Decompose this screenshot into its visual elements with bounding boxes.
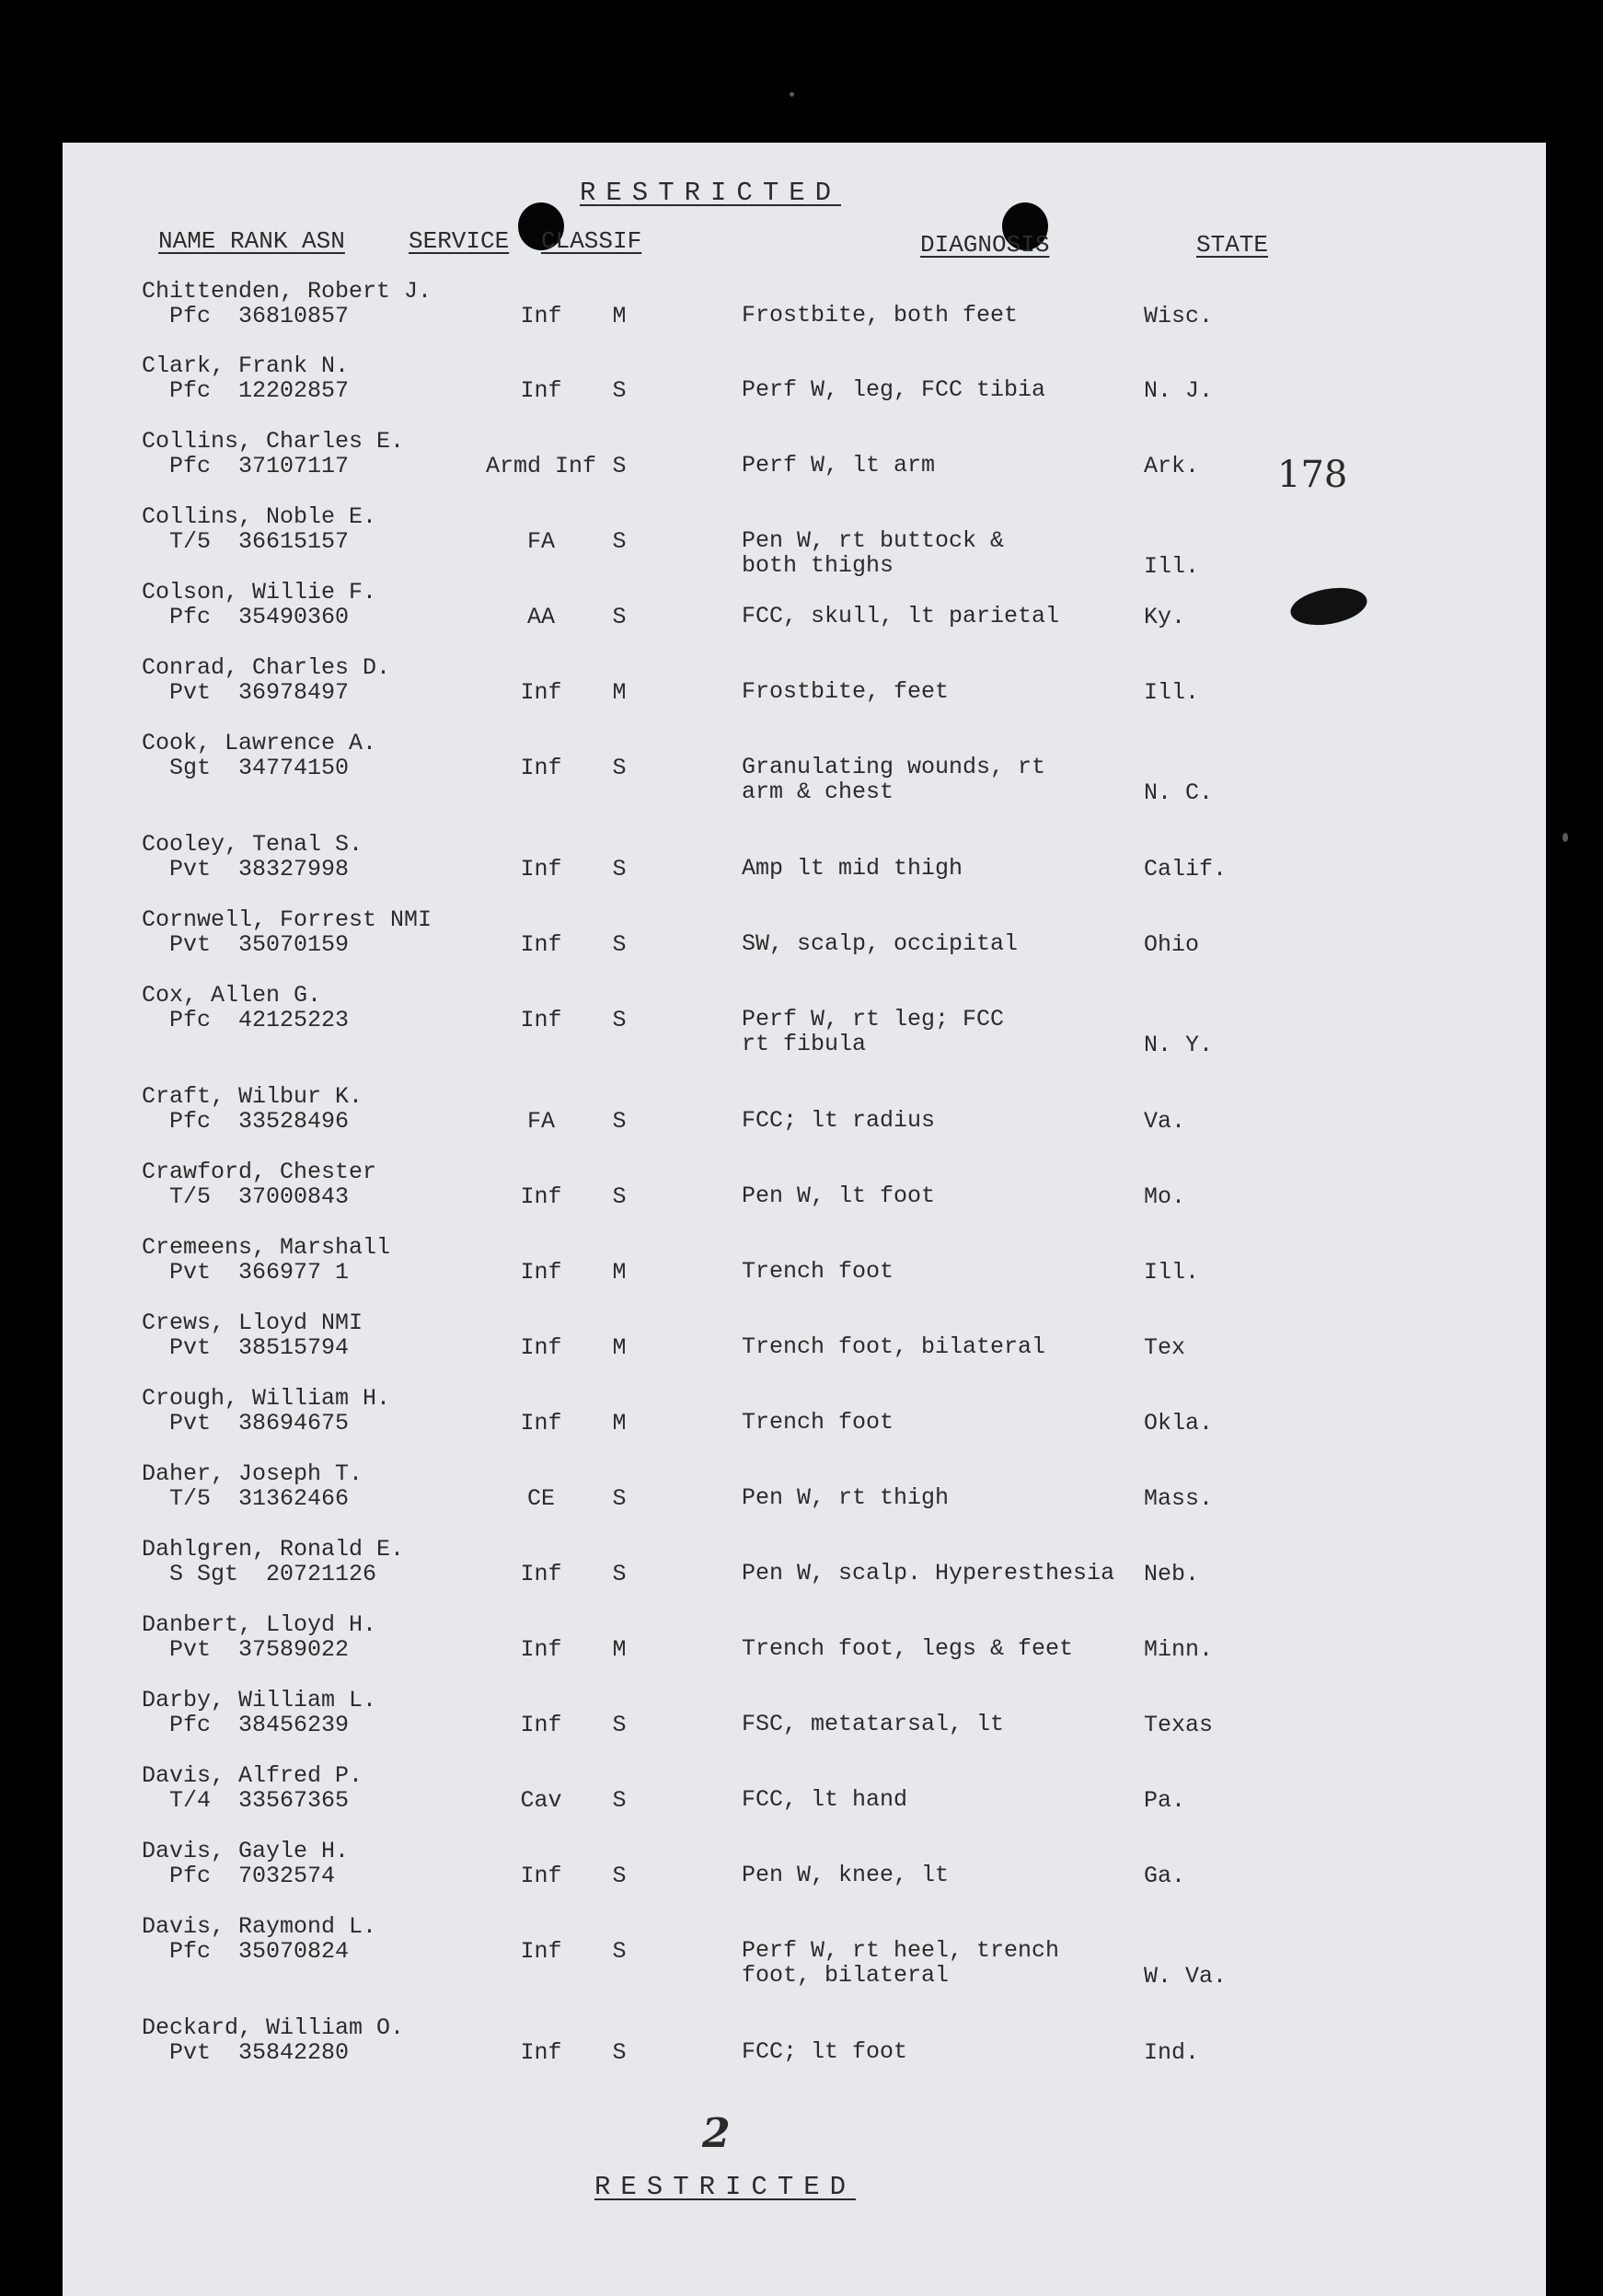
classification: S [612,528,627,555]
diagnosis: FCC; lt radius [742,1107,936,1134]
rank-asn [169,303,349,329]
service: Inf [520,1863,562,1889]
rank: Pvt [169,1636,212,1663]
rank: Pvt [169,1259,212,1286]
rank: Pvt [169,856,212,883]
soldier-name: Collins, Charles E. [142,428,405,455]
rank-asn [169,755,349,781]
service: Inf [520,1636,562,1663]
rank: Pfc [169,1863,212,1889]
state: Ill. [1144,1259,1200,1286]
diagnosis: Perf W, rt heel, trench foot, bilateral [742,1937,1060,1989]
rank: Pvt [169,2039,212,2066]
diagnosis: Pen W, rt thigh [742,1484,950,1511]
soldier-name: Chittenden, Robert J. [142,278,432,305]
state: N. C. [1144,779,1214,806]
classification: S [612,1561,627,1587]
table-row [63,1310,1546,1383]
soldier-name: Deckard, William O. [142,2014,405,2041]
rank: T/5 [169,1485,212,1512]
service: Inf [520,1410,562,1436]
diagnosis: FCC, lt hand [742,1786,908,1813]
table-row [63,831,1546,905]
service: CE [526,1485,555,1512]
state: Neb. [1144,1561,1200,1587]
table-row [63,654,1546,728]
rank: Pfc [169,453,212,479]
column-header-classif: CLASSIF [541,227,642,255]
service: Inf [520,1259,562,1286]
service: Inf [520,1712,562,1738]
rank: Pfc [169,1007,212,1033]
rank: S Sgt [169,1561,239,1587]
state: Ind. [1144,2039,1200,2066]
table-row [63,1687,1546,1760]
rank-asn [169,528,349,555]
diagnosis: Perf W, lt arm [742,452,936,479]
rank: T/4 [169,1787,212,1814]
state: N. J. [1144,377,1214,404]
table-row [63,1838,1546,1911]
rank: Pvt [169,931,212,958]
rank-asn [169,377,349,404]
rank-asn [169,1007,349,1033]
classification: S [612,1787,627,1814]
table-row [63,503,1546,580]
state: Tex [1144,1334,1186,1361]
table-row [63,2014,1546,2088]
state: N. Y. [1144,1032,1214,1058]
scan-speck [1563,833,1568,842]
rank-asn [169,856,349,883]
rank: Pfc [169,303,212,329]
service: Armd Inf [485,453,597,479]
soldier-name: Danbert, Lloyd H. [142,1611,377,1638]
diagnosis: Trench foot [742,1258,894,1285]
rank: T/5 [169,528,212,555]
rank: Pvt [169,1334,212,1361]
diagnosis: Frostbite, feet [742,678,950,705]
rank-asn [169,1108,349,1135]
diagnosis: Pen W, knee, lt [742,1862,950,1888]
asn: 35490360 [238,604,350,630]
table-row [63,1385,1546,1459]
service: FA [526,528,555,555]
soldier-name: Colson, Willie F. [142,579,377,606]
asn: 38515794 [238,1334,350,1361]
table-row [63,1234,1546,1308]
soldier-name: Cremeens, Marshall [142,1234,391,1261]
diagnosis: Frostbite, both feet [742,302,1019,329]
soldier-name: Davis, Raymond L. [142,1913,377,1940]
table-row [63,352,1546,426]
soldier-name: Cornwell, Forrest NMI [142,906,432,933]
classification: M [612,1636,627,1663]
classification: S [612,604,627,630]
column-header-name-rank-asn: NAME RANK ASN [158,227,345,255]
rank-asn [169,1938,349,1965]
service: Inf [520,2039,562,2066]
asn: 38456239 [238,1712,350,1738]
classification: S [612,453,627,479]
diagnosis: Trench foot [742,1409,894,1436]
rank-asn [169,1334,349,1361]
classification: S [612,2039,627,2066]
table-row [63,428,1546,502]
state: Mass. [1144,1485,1214,1512]
restricted-header: RESTRICTED [580,178,842,208]
rank: Pvt [169,679,212,706]
asn: 33528496 [238,1108,350,1135]
asn: 36615157 [238,528,350,555]
soldier-name: Davis, Gayle H. [142,1838,350,1864]
service: Inf [520,1561,562,1587]
classification: M [612,1259,627,1286]
soldier-name: Conrad, Charles D. [142,654,391,681]
column-header-diagnosis: DIAGNOSIS [920,231,1050,259]
table-row [63,1460,1546,1534]
rank-asn [169,931,349,958]
rank-asn [169,2039,349,2066]
classification: M [612,303,627,329]
rank: Pfc [169,604,212,630]
handwritten-mark: 2 [702,2110,731,2157]
asn: 34774150 [238,755,350,781]
soldier-name: Cook, Lawrence A. [142,730,377,756]
rank-asn [169,1561,376,1587]
state: W. Va. [1144,1963,1228,1990]
classification: S [612,1712,627,1738]
rank-asn [169,1636,349,1663]
table-row [63,906,1546,980]
table-row [63,730,1546,806]
classification: M [612,1334,627,1361]
state: Okla. [1144,1410,1214,1436]
rank: Pfc [169,1938,212,1965]
service: Inf [520,856,562,883]
soldier-name: Cox, Allen G. [142,982,322,1009]
state: Ohio [1144,931,1200,958]
classification: S [612,1938,627,1965]
diagnosis: Perf W, rt leg; FCC rt fibula [742,1006,1005,1057]
state: Mo. [1144,1183,1186,1210]
rank: T/5 [169,1183,212,1210]
table-row [63,278,1546,352]
asn: 20721126 [266,1561,377,1587]
state: Pa. [1144,1787,1186,1814]
state: Ill. [1144,679,1200,706]
soldier-name: Collins, Noble E. [142,503,377,530]
service: Inf [520,303,562,329]
rank: Pfc [169,377,212,404]
diagnosis: Trench foot, legs & feet [742,1635,1074,1662]
classification: M [612,1410,627,1436]
rank: Pfc [169,1712,212,1738]
rank-asn [169,1712,349,1738]
state: Texas [1144,1712,1214,1738]
classification: S [612,377,627,404]
rank-asn [169,1863,335,1889]
rank-asn [169,1259,349,1286]
table-row [63,1536,1546,1610]
rank: Sgt [169,755,212,781]
state: Ky. [1144,604,1186,630]
asn: 35842280 [238,2039,350,2066]
soldier-name: Daher, Joseph T. [142,1460,363,1487]
diagnosis: Amp lt mid thigh [742,855,963,882]
asn: 366977 1 [238,1259,350,1286]
diagnosis: Pen W, scalp. Hyperesthesia [742,1560,1115,1586]
service: Inf [520,1183,562,1210]
diagnosis: Perf W, leg, FCC tibia [742,376,1046,403]
soldier-name: Davis, Alfred P. [142,1762,363,1789]
asn: 35070159 [238,931,350,958]
page-number: 178 [1277,454,1348,496]
asn: 35070824 [238,1938,350,1965]
classification: S [612,1485,627,1512]
diagnosis: Granulating wounds, rt arm & chest [742,754,1046,805]
classification: S [612,1108,627,1135]
diagnosis: Trench foot, bilateral [742,1333,1046,1360]
classification: M [612,679,627,706]
column-header-service: SERVICE [409,227,510,255]
rank-asn [169,1787,349,1814]
asn: 36810857 [238,303,350,329]
table-row [63,1083,1546,1157]
state: Va. [1144,1108,1186,1135]
state: Ga. [1144,1863,1186,1889]
soldier-name: Crews, Lloyd NMI [142,1310,363,1336]
table-row [63,1611,1546,1685]
state: Calif. [1144,856,1228,883]
asn: 36978497 [238,679,350,706]
rank-asn [169,453,349,479]
asn: 37107117 [238,453,350,479]
rank: Pfc [169,1108,212,1135]
asn: 37589022 [238,1636,350,1663]
classification: S [612,856,627,883]
soldier-name: Darby, William L. [142,1687,377,1713]
asn: 12202857 [238,377,350,404]
state: Minn. [1144,1636,1214,1663]
classification: S [612,755,627,781]
soldier-name: Crough, William H. [142,1385,391,1412]
classification: S [612,931,627,958]
document-page [63,143,1546,2296]
asn: 38327998 [238,856,350,883]
rank-asn [169,604,349,630]
diagnosis: FCC; lt foot [742,2038,908,2065]
diagnosis: FCC, skull, lt parietal [742,603,1060,629]
classification: S [612,1007,627,1033]
service: Inf [520,755,562,781]
asn: 33567365 [238,1787,350,1814]
state: Wisc. [1144,303,1214,329]
asn: 37000843 [238,1183,350,1210]
table-row [63,1762,1546,1836]
rank-asn [169,1410,349,1436]
asn: 31362466 [238,1485,350,1512]
column-header-state: STATE [1196,231,1269,259]
asn: 38694675 [238,1410,350,1436]
classification: S [612,1863,627,1889]
scan-speck [790,92,794,97]
service: Inf [520,1007,562,1033]
soldier-name: Dahlgren, Ronald E. [142,1536,405,1563]
service: FA [526,1108,555,1135]
diagnosis: Pen W, lt foot [742,1183,936,1209]
table-row [63,1913,1546,1990]
rank-asn [169,679,349,706]
soldier-name: Craft, Wilbur K. [142,1083,363,1110]
table-row [63,982,1546,1056]
service: Inf [520,931,562,958]
state: Ill. [1144,553,1200,580]
service: Inf [520,1334,562,1361]
asn: 7032574 [238,1863,336,1889]
rank-asn [169,1485,349,1512]
service: Inf [520,679,562,706]
table-row [63,1159,1546,1232]
diagnosis: FSC, metatarsal, lt [742,1711,1005,1737]
soldier-name: Crawford, Chester [142,1159,377,1185]
service: Inf [520,1938,562,1965]
table-row [63,579,1546,652]
state: Ark. [1144,453,1200,479]
service: Cav [520,1787,562,1814]
restricted-footer: RESTRICTED [594,2172,857,2202]
service: AA [526,604,555,630]
rank: Pvt [169,1410,212,1436]
asn: 42125223 [238,1007,350,1033]
soldier-name: Clark, Frank N. [142,352,350,379]
diagnosis: SW, scalp, occipital [742,930,1019,957]
rank-asn [169,1183,349,1210]
soldier-name: Cooley, Tenal S. [142,831,363,858]
service: Inf [520,377,562,404]
classification: S [612,1183,627,1210]
diagnosis: Pen W, rt buttock & both thighs [742,527,1005,579]
